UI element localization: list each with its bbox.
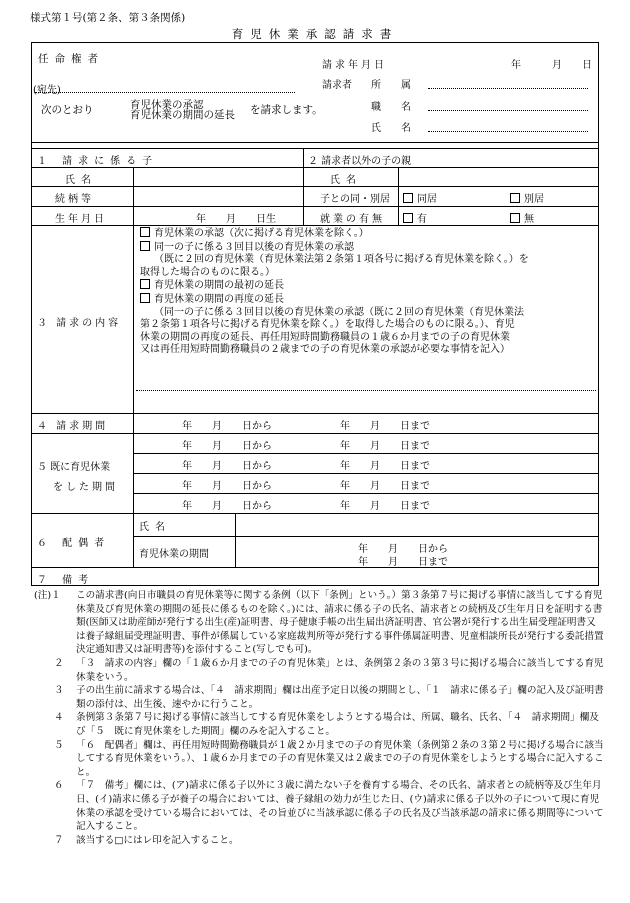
content-item[interactable]: 育児休業の承認（次に掲げる育児休業を除く。） [140,227,529,241]
addressee-label: (宛先) [33,85,61,96]
rule [31,142,599,143]
prior-period-from: 年 月 日から [182,461,272,472]
prior-period-from: 年 月 日から [182,501,272,512]
prior-period-to: 年 月 日まで [340,501,430,512]
date-year: 年 [511,60,521,71]
rule [31,567,599,568]
cohabit-option-together[interactable]: 同居 [403,190,437,205]
affiliation-label: 所 属 [371,80,411,91]
content-note: 取得した場合のものに限る。） [140,266,275,278]
period-from: 年 月 日から [182,421,272,432]
section1-label: １ 請求に係る子 [37,156,159,167]
appointer-label: 任命権者 [38,53,104,65]
section4-label: ４ 請求期間 [37,421,109,432]
request-date-label: 請求年月日 [322,60,387,71]
spouse-period-label: 育児休業の期間 [139,549,209,560]
note-item: ７ 該当する□にはレ印を記入すること。 [54,834,239,846]
page-title: 育児休業承認請求書 [231,27,399,41]
cohabit-label: 子との同・別居 [320,194,390,205]
content-item[interactable]: 同一の子に係る３回目以後の育児休業の承認 [140,241,529,255]
rule [31,513,599,514]
rule [31,206,599,207]
checkbox-icon[interactable] [140,227,150,237]
spouse-period-to: 年 月 日まで [358,557,448,568]
spouse-name-label: 氏名 [139,522,171,533]
rule [133,493,599,494]
employment-option-no[interactable]: 無 [510,210,534,225]
section5-label-2: をした期間 [53,482,118,493]
content-note: 休業の期間の再度の延長、再任用短時間勤務職員の１歳６か月までの子の育児休業 [140,331,510,343]
section3-label: ３ 請求の内容 [37,318,122,329]
dotted-rule [428,110,588,111]
job-title-label: 職 名 [371,102,411,113]
rule [31,186,599,187]
child-relation-label: 続柄等 [55,194,94,205]
child-birth-value: 年 月 日生 [196,214,276,225]
rule [398,167,399,225]
notes [34,589,604,847]
checkbox-icon[interactable] [140,241,150,251]
note-item: (注)１ この請求書(向日市職員の育児休業等に関する条例（以下「条例」という。）第３条第７号に掲げる事情に該当してする育児休業及び育児休業の期間の延長に係るものを除く。)には、請求に係る子の氏名、請求者との続柄及び生年月日を証明する書類(医師又は助産師が発行する出生(産)証明書、母子健康手帳の出生届出済証明書、官公署が発行する出生届受理証明書又は養子縁組届受理証明書、事件が係属している家庭裁判所等が発行する事件係属証明書、児童相談所長が発行する委託措置決定通知書又は証明書等)を添付すること(写しでも可)。 [34,590,604,656]
date-day: 日 [582,60,592,71]
checkbox-icon[interactable] [140,293,150,303]
checkbox-icon[interactable] [403,193,413,203]
rule [133,536,599,537]
prior-period-to: 年 月 日まで [340,481,430,492]
note-item: ３ 子の出生前に請求する場合は、「４ 請求期間」欄は出産予定日以後の期間とし、「１ 請求に係る子」欄の記入及び証明書類の添付は、出生後、速やかに行うこと。 [54,685,604,710]
dotted-rule [136,390,596,391]
rule [31,413,599,414]
rule [133,473,599,474]
prior-period-from: 年 月 日から [182,441,272,452]
option-approval: 育児休業の承認 [130,99,204,111]
note-item: ４ 条例第３条第７号に掲げる事情に該当してする育児休業をしようとする場合は、所属、職名、氏名、「４ 請求期間」欄及び「５ 既に育児休業をした期間」欄のみを記入すること。 [54,712,599,737]
note-item: ２ 「３ 請求の内容」欄の「１歳６か月までの子の育児休業」とは、条例第２条の３第３号に掲げる場合に該当してする育児休業をいう。 [54,657,604,683]
checkbox-icon[interactable] [510,193,520,203]
employment-label: 就業の有無 [320,214,385,225]
rule [31,433,599,434]
content-note: （同一の子に係る３回目以後の育児休業の承認（既に２回の育児休業（育児休業法 [154,306,524,318]
section3-content [140,227,529,357]
spouse-period-from: 年 月 日から [358,544,448,555]
requester-label: 請求者 [322,80,352,91]
checkbox-icon[interactable] [403,213,413,223]
section7-label: ７ 備考 [37,575,95,586]
content-note: 第２条第１項各号に掲げる育児休業を除く。）を取得した場合のものに限る。）、育児 [140,319,515,331]
dotted-rule [35,92,295,93]
child-birth-label: 生年月日 [55,214,107,225]
date-month: 月 [552,60,562,71]
rule [235,513,236,567]
dotted-rule [428,131,588,132]
rule [303,148,304,225]
content-item[interactable]: 育児休業の期間の再度の延長 [140,293,529,307]
note-item: ５ 「６ 配偶者」欄は、再任用短時間勤務職員が１歳２か月までの子の育児休業（条例第２条の３第２号に掲げる場合に該当してする育児休業をいう。）、１歳６か月までの子の育児休業又は２歳までの子の育児休業をしようとする場合に記入すること。 [54,739,604,778]
prior-period-to: 年 月 日まで [340,441,430,452]
employment-option-yes[interactable]: 有 [403,210,427,225]
request-suffix: を請求します。 [250,104,323,116]
cohabit-option-separate[interactable]: 別居 [510,190,544,205]
request-prefix: 次のとおり [41,104,94,116]
prior-period-to: 年 月 日まで [340,461,430,472]
parent-name-label: 氏名 [330,175,362,186]
checkbox-icon[interactable] [140,279,150,289]
note-item: ６ 「７ 備考」欄には、(ア)請求に係る子以外に３歳に満たない子を養育する場合、その氏名、請求者との続柄等及び生年月日、(イ)請求に係る子が養子の場合においては、養子縁組の効力が生じた日、(ウ)請求に係る子以外の子について現に育児休業の承認を受けている場合においては、その旨並びに当該承認に係る子の氏名及び当該承認の請求に係る期間等について記入すること。 [54,780,604,833]
checkbox-icon[interactable] [510,213,520,223]
section6-label: ６ 配偶者 [37,538,111,549]
rule [31,148,599,149]
rule [31,167,599,168]
section5-label: ５ 既に育児休業 [37,462,111,473]
name-label: 氏 名 [371,123,411,134]
dotted-rule [428,88,588,89]
prior-period-from: 年 月 日から [182,481,272,492]
content-note: （既に２回の育児休業（育児休業法第２条第１項各号に掲げる育児休業を除く。）を [154,254,529,266]
section2-label: ２ 請求者以外の子の親 [308,156,412,167]
rule [133,167,134,567]
child-name-label: 氏名 [65,175,97,186]
content-item[interactable]: 育児休業の期間の最初の延長 [140,279,529,293]
form-number: 様式第１号(第２条、第３条関係) [30,12,186,24]
period-to: 年 月 日まで [340,421,430,432]
option-extension: 育児休業の期間の延長 [130,109,235,121]
rule [31,225,599,226]
rule [133,453,599,454]
content-note: 又は再任用短時間勤務職員の２歳までの子の育児休業の承認が必要な事情を記入） [140,344,510,356]
